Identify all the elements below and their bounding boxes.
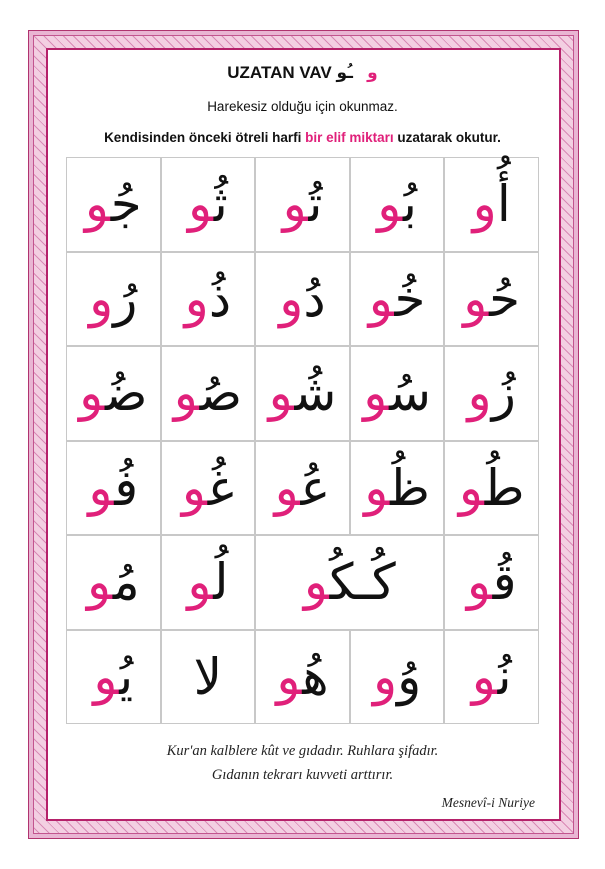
letter-vav: و: [368, 269, 395, 328]
letter-base: شُ: [294, 364, 337, 423]
letter-glyph: [363, 364, 431, 423]
letter-cell: [161, 630, 256, 725]
letter-glyph: [79, 364, 148, 423]
letter-cell: [350, 252, 445, 347]
letter-vav: و: [89, 269, 114, 328]
letter-cell: [350, 630, 445, 725]
letter-extra: كُـ: [357, 553, 396, 612]
rule-after: uzatarak okutur.: [393, 130, 501, 145]
letter-cell: [255, 535, 444, 630]
letter-vav: و: [279, 269, 304, 328]
letter-glyph: [184, 269, 232, 328]
letter-vav: و: [276, 647, 303, 706]
letter-vav: و: [467, 364, 492, 423]
letter-glyph: [274, 458, 331, 517]
letter-vav: و: [84, 175, 111, 234]
letter-glyph: [188, 175, 228, 234]
letter-base: ضُ: [104, 364, 148, 423]
letter-glyph: [89, 269, 138, 328]
letter-vav: و: [471, 647, 498, 706]
letter-glyph: [458, 458, 525, 517]
letter-base: جُ: [110, 175, 142, 234]
letter-glyph: [472, 175, 511, 234]
letter-cell: [161, 252, 256, 347]
letter-cell: [444, 252, 539, 347]
letter-glyph: [93, 647, 134, 706]
letter-base: وُ: [397, 647, 422, 706]
letter-base: لا: [193, 647, 223, 706]
letter-base: صُ: [199, 364, 243, 423]
letter-cell: [255, 630, 350, 725]
letter-glyph: [181, 458, 234, 517]
letter-cell: [350, 346, 445, 441]
letter-grid: [66, 157, 539, 724]
letter-cell: [444, 535, 539, 630]
letter-vav: و: [274, 458, 301, 517]
letter-vav: و: [466, 553, 493, 612]
letter-glyph: [268, 364, 337, 423]
letter-base: دُ: [303, 269, 326, 328]
letter-base: نُ: [497, 647, 512, 706]
letter-vav: و: [472, 175, 497, 234]
letter-base: قُ: [492, 553, 517, 612]
letter-vav: و: [86, 553, 113, 612]
letter-glyph: [86, 553, 140, 612]
letter-base: ذُ: [208, 269, 232, 328]
letter-glyph: [88, 458, 139, 517]
rule-text: [0, 130, 605, 145]
letter-cell: [161, 535, 256, 630]
letter-glyph: [471, 647, 512, 706]
letter-glyph: [368, 269, 426, 328]
letter-glyph: [466, 553, 517, 612]
page-title: [0, 63, 605, 83]
letter-base: سُ: [389, 364, 431, 423]
letter-base: يُ: [119, 647, 134, 706]
letter-cell: [255, 346, 350, 441]
letter-cell: [66, 252, 161, 347]
letter-vav: و: [463, 269, 490, 328]
rule-highlight: bir elif miktarı: [305, 130, 394, 145]
letter-glyph: [463, 269, 521, 328]
letter-cell: [66, 157, 161, 252]
letter-vav: و: [372, 647, 398, 706]
letter-cell: [444, 346, 539, 441]
letter-vav: و: [187, 553, 214, 612]
letter-vav: و: [173, 364, 200, 423]
letter-cell: [161, 441, 256, 536]
letter-cell: [66, 535, 161, 630]
quote-source: Mesnevî-i Nuriye: [441, 795, 535, 810]
letter-vav: و: [181, 458, 208, 517]
letter-vav: و: [363, 364, 390, 423]
letter-base: طُ: [484, 458, 525, 517]
letter-cell: [161, 157, 256, 252]
letter-cell: [350, 441, 445, 536]
letter-glyph: [187, 553, 229, 612]
letter-base: مُ: [112, 553, 140, 612]
letter-base: بُ: [403, 175, 417, 234]
letter-cell: [255, 441, 350, 536]
letter-vav: و: [88, 458, 115, 517]
letter-glyph: [364, 458, 430, 517]
letter-base: خُ: [394, 269, 426, 328]
letter-glyph: [173, 364, 243, 423]
rule-before: Kendisinden önceki ötreli harfi: [104, 130, 306, 145]
letter-base: حُ: [489, 269, 521, 328]
letter-glyph: [276, 647, 329, 706]
title-text: UZATAN VAV: [227, 63, 332, 82]
letter-glyph: [279, 269, 326, 328]
letter-vav: و: [79, 364, 105, 423]
letter-cell: [255, 252, 350, 347]
letter-vav: و: [188, 175, 214, 234]
letter-base: أُ: [496, 175, 511, 234]
letter-base: تُ: [308, 175, 323, 234]
letter-base: رُ: [113, 269, 138, 328]
letter-glyph: [303, 553, 396, 612]
letter-vav: و: [184, 269, 209, 328]
letter-glyph: [282, 175, 323, 234]
letter-base: لُ: [213, 553, 229, 612]
letter-vav: و: [303, 553, 330, 612]
letter-vav: و: [93, 647, 120, 706]
letter-cell: [66, 441, 161, 536]
letter-glyph: [377, 175, 417, 234]
letter-base: ثُ: [213, 175, 228, 234]
letter-cell: [161, 346, 256, 441]
letter-vav: و: [282, 175, 309, 234]
letter-cell: [444, 630, 539, 725]
letter-glyph: [84, 175, 142, 234]
letter-base: غُ: [207, 458, 234, 517]
letter-base: كُ: [329, 553, 358, 612]
letter-base: هُ: [302, 647, 329, 706]
letter-base: فُ: [114, 458, 139, 517]
subtitle: Harekesiz olduğu için okunmaz.: [207, 99, 398, 114]
letter-vav: و: [458, 458, 485, 517]
letter-glyph: [372, 647, 422, 706]
letter-glyph: [467, 364, 516, 423]
letter-cell: [444, 157, 539, 252]
letter-base: ظُ: [390, 458, 430, 517]
quote-line-2: Gıdanın tekrarı kuvveti arttırır.: [211, 767, 394, 783]
letter-cell: [350, 157, 445, 252]
title-vav: و: [367, 63, 378, 83]
letter-cell: [66, 346, 161, 441]
letter-cell: [255, 157, 350, 252]
letter-vav: و: [268, 364, 295, 423]
quote-line-1: Kur'an kalblere kût ve gıdadır. Ruhlara şifadır.: [166, 743, 439, 759]
letter-base: عُ: [300, 458, 331, 517]
letter-cell: [444, 441, 539, 536]
letter-vav: و: [364, 458, 391, 517]
letter-base: زُ: [491, 364, 516, 423]
letter-cell: [66, 630, 161, 725]
title-example: ـُو: [336, 63, 353, 83]
letter-glyph: [193, 647, 223, 706]
letter-vav: و: [377, 175, 404, 234]
